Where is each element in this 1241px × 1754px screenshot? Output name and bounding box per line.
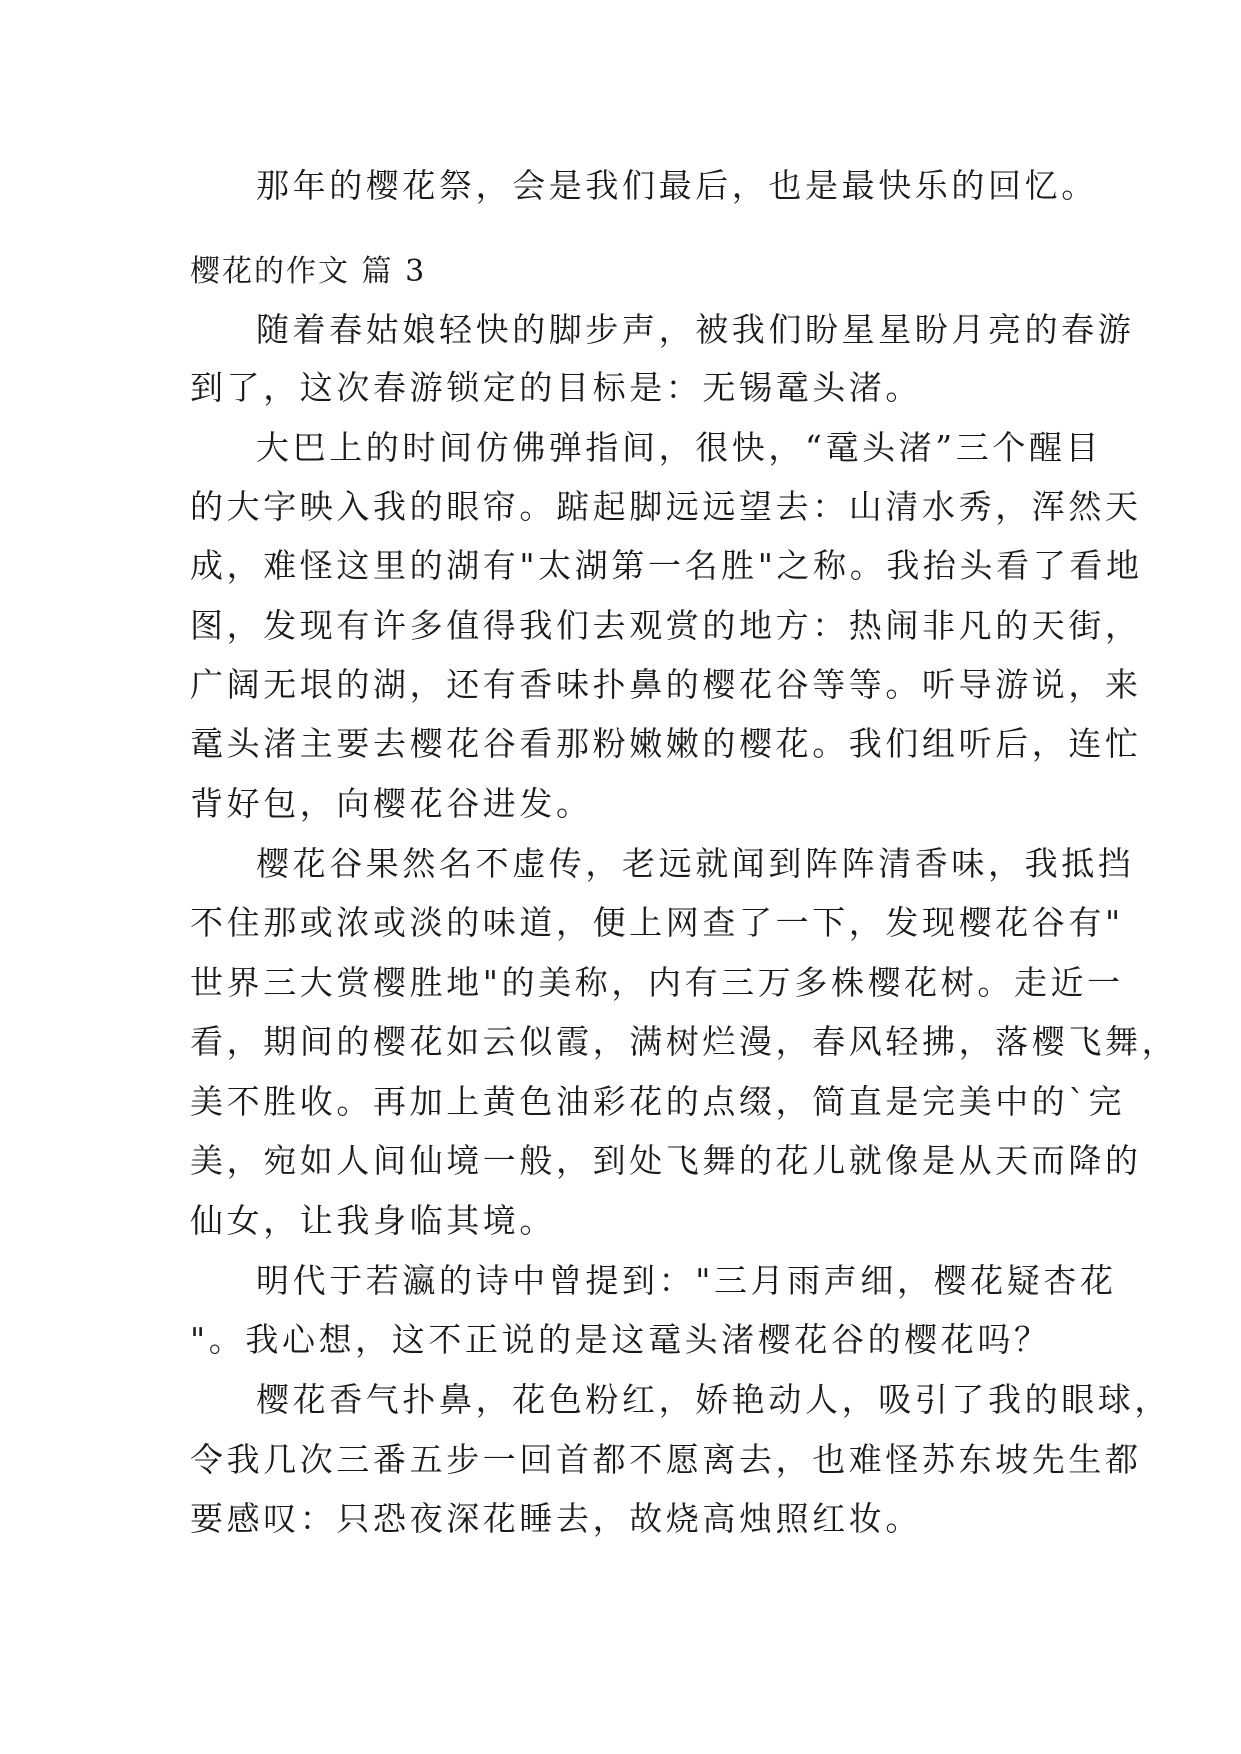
paragraph-line: 樱花谷果然名不虚传，老远就闻到阵阵清香味，我抵挡: [256, 844, 1135, 883]
paragraph-line: 世界三大赏樱胜地"的美称，内有三万多株樱花树。走近一: [190, 963, 1124, 1002]
paragraph-line: 看，期间的樱花如云似霞，满树烂漫，春风轻拂，落樱飞舞，: [190, 1022, 1179, 1061]
section-heading: 樱花的作文 篇 3: [190, 254, 427, 289]
paragraph-line: 樱花香气扑鼻，花色粉红，娇艳动人，吸引了我的眼球，: [256, 1380, 1171, 1419]
paragraph-line: 背好包，向樱花谷进发。: [190, 784, 593, 823]
paragraph-line: 随着春姑娘轻快的脚步声，被我们盼星星盼月亮的春游: [256, 310, 1135, 349]
paragraph-line: 图，发现有许多值得我们去观赏的地方：热闹非凡的天街，: [190, 606, 1142, 645]
paragraph-line: 成，难怪这里的湖有"太湖第一名胜"之称。我抬头看了看地: [190, 546, 1143, 585]
paragraph-line: "。我心想，这不正说的是这鼋头渚樱花谷的樱花吗？: [190, 1320, 1051, 1359]
paragraph-line: 那年的樱花祭，会是我们最后，也是最快乐的回忆。: [256, 166, 1098, 205]
paragraph-line: 令我几次三番五步一回首都不愿离去，也难怪苏东坡先生都: [190, 1440, 1142, 1479]
paragraph-line: 的大字映入我的眼帘。踮起脚远远望去：山清水秀，浑然天: [190, 487, 1142, 526]
paragraph-line: 到了，这次春游锁定的目标是：无锡鼋头渚。: [190, 368, 922, 407]
paragraph-line: 明代于若瀛的诗中曾提到："三月雨声细，樱花疑杏花: [256, 1261, 1117, 1300]
paragraph-line: 鼋头渚主要去樱花谷看那粉嫩嫩的樱花。我们组听后，连忙: [190, 724, 1142, 763]
paragraph-line: 美，宛如人间仙境一般，到处飞舞的花儿就像是从天而降的: [190, 1141, 1142, 1180]
paragraph-line: 美不胜收。再加上黄色油彩花的点缀，简直是完美中的`完: [190, 1082, 1126, 1121]
paragraph-line: 仙女，让我身临其境。: [190, 1201, 556, 1240]
paragraph-line: 要感叹：只恐夜深花睡去，故烧高烛照红妆。: [190, 1499, 922, 1538]
paragraph-line: 不住那或浓或淡的味道，便上网查了一下，发现樱花谷有": [190, 903, 1124, 942]
paragraph-line: 广阔无垠的湖，还有香味扑鼻的樱花谷等等。听导游说，来: [190, 665, 1142, 704]
paragraph-line: 大巴上的时间仿佛弹指间，很快，“鼋头渚”三个醒目: [256, 428, 1103, 467]
